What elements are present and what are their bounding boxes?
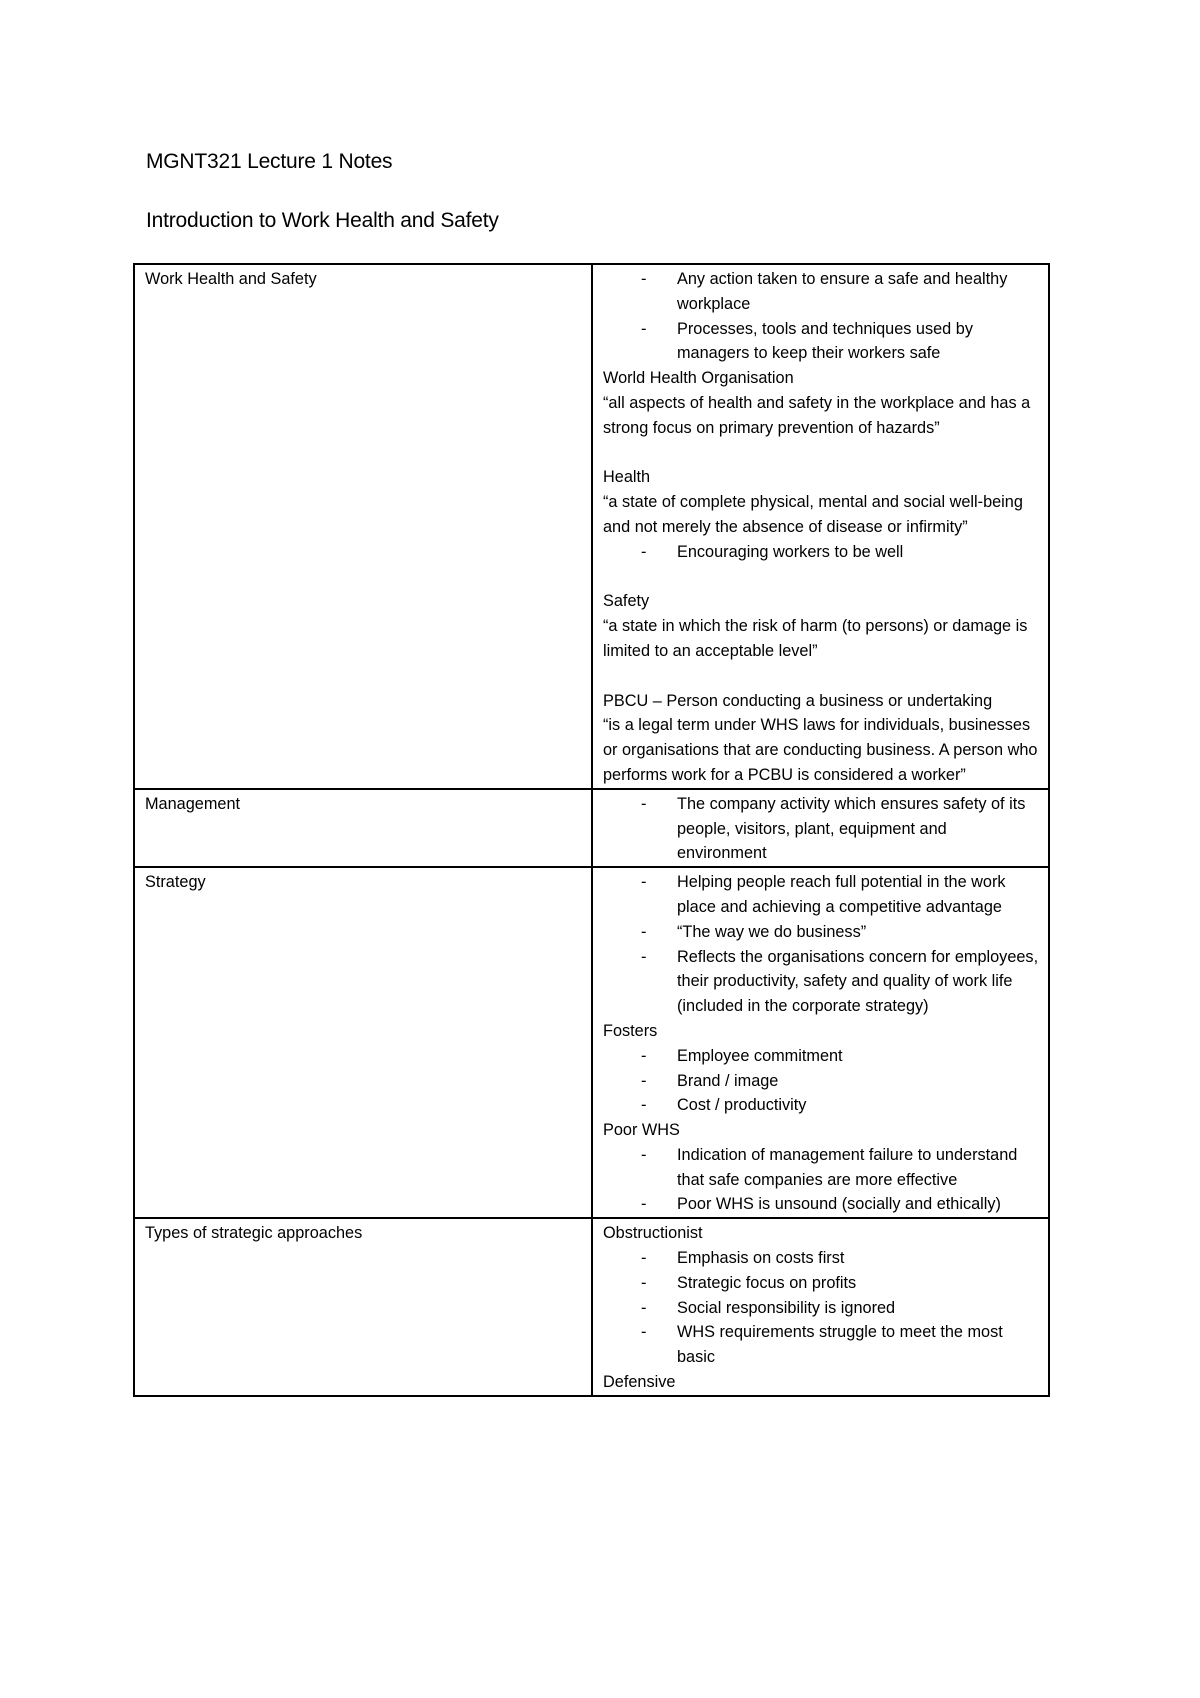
description-cell (592, 1218, 1049, 1396)
table-row (134, 789, 1049, 867)
term-label: Work Health and Safety (145, 270, 317, 288)
term-label: Strategy (145, 873, 206, 892)
bullet-item: - Strategic focus on profits (603, 1271, 1040, 1296)
description-cell (592, 264, 1049, 789)
bullet-list (603, 1143, 1040, 1217)
description-cell (592, 789, 1049, 867)
term-label: Types of strategic approaches (145, 1224, 363, 1243)
bullet-item: - Social responsibility is ignored (603, 1296, 1040, 1321)
bullet-item: - Reflects the organisations concern for employees, their productivity, safety and quality of work life (included in the corporate strategy) (603, 945, 1040, 1019)
bullet-list (603, 267, 1040, 366)
table-row (134, 1218, 1049, 1396)
description-text: World Health Organisation (603, 369, 794, 388)
description-text: Fosters (603, 1021, 658, 1040)
bullet-item: - Any action taken to ensure a safe and healthy workplace (603, 267, 1040, 317)
term-cell (134, 264, 592, 789)
description-text: Safety (603, 592, 650, 611)
bullet-item: - Indication of management failure to understand that safe companies are more effective (603, 1143, 1040, 1193)
bullet-item: - Brand / image (603, 1069, 1040, 1094)
description-text: Obstructionist (603, 1224, 703, 1243)
bullet-list (603, 792, 1040, 866)
document-title: MGNT321 Lecture 1 Notes (146, 150, 393, 173)
bullet-list (603, 870, 1040, 1019)
description-text: “all aspects of health and safety in the workplace and has a strong focus on primary prevention of hazards” (603, 393, 1031, 437)
bullet-item: - “The way we do business” (603, 920, 1040, 945)
bullet-item: - Processes, tools and techniques used by managers to keep their workers safe (603, 317, 1040, 367)
description-text: Health (603, 468, 651, 487)
description-text: Poor WHS (603, 1121, 680, 1140)
bullet-item: - Cost / productivity (603, 1093, 1040, 1118)
document-subtitle: Introduction to Work Health and Safety (146, 209, 499, 232)
table-row (134, 867, 1049, 1218)
description-text: “a state in which the risk of harm (to persons) or damage is limited to an acceptable level” (603, 617, 1028, 660)
description-text: PBCU – Person conducting a business or undertaking (603, 691, 993, 710)
bullet-item: - Encouraging workers to be well (603, 540, 1040, 565)
bullet-item: - Employee commitment (603, 1044, 1040, 1069)
term-cell (134, 867, 592, 1218)
description-text: “a state of complete physical, mental and social well-being and not merely the absence of disease or infirmity” (603, 493, 1023, 536)
bullet-item: - The company activity which ensures safety of its people, visitors, plant, equipment and environment (603, 792, 1040, 866)
bullet-item: - Helping people reach full potential in the work place and achieving a competitive advantage (603, 870, 1040, 920)
table-row (134, 264, 1049, 789)
bullet-list (603, 1246, 1040, 1370)
notes-table (133, 263, 1050, 1397)
bullet-list (603, 1044, 1040, 1118)
term-label: Management (145, 794, 241, 813)
term-cell (134, 789, 592, 867)
term-cell (134, 1218, 592, 1396)
bullet-item: - Emphasis on costs first (603, 1246, 1040, 1271)
bullet-item: - Poor WHS is unsound (socially and ethically) (603, 1192, 1040, 1217)
description-text: Defensive (603, 1373, 676, 1392)
description-text: “is a legal term under WHS laws for individuals, businesses or organisations that are conducting business. A person who performs work for a PCBU is considered a worker” (603, 716, 1038, 784)
description-cell (592, 867, 1049, 1218)
bullet-list (603, 540, 1040, 565)
bullet-item: - WHS requirements struggle to meet the most basic (603, 1320, 1040, 1370)
